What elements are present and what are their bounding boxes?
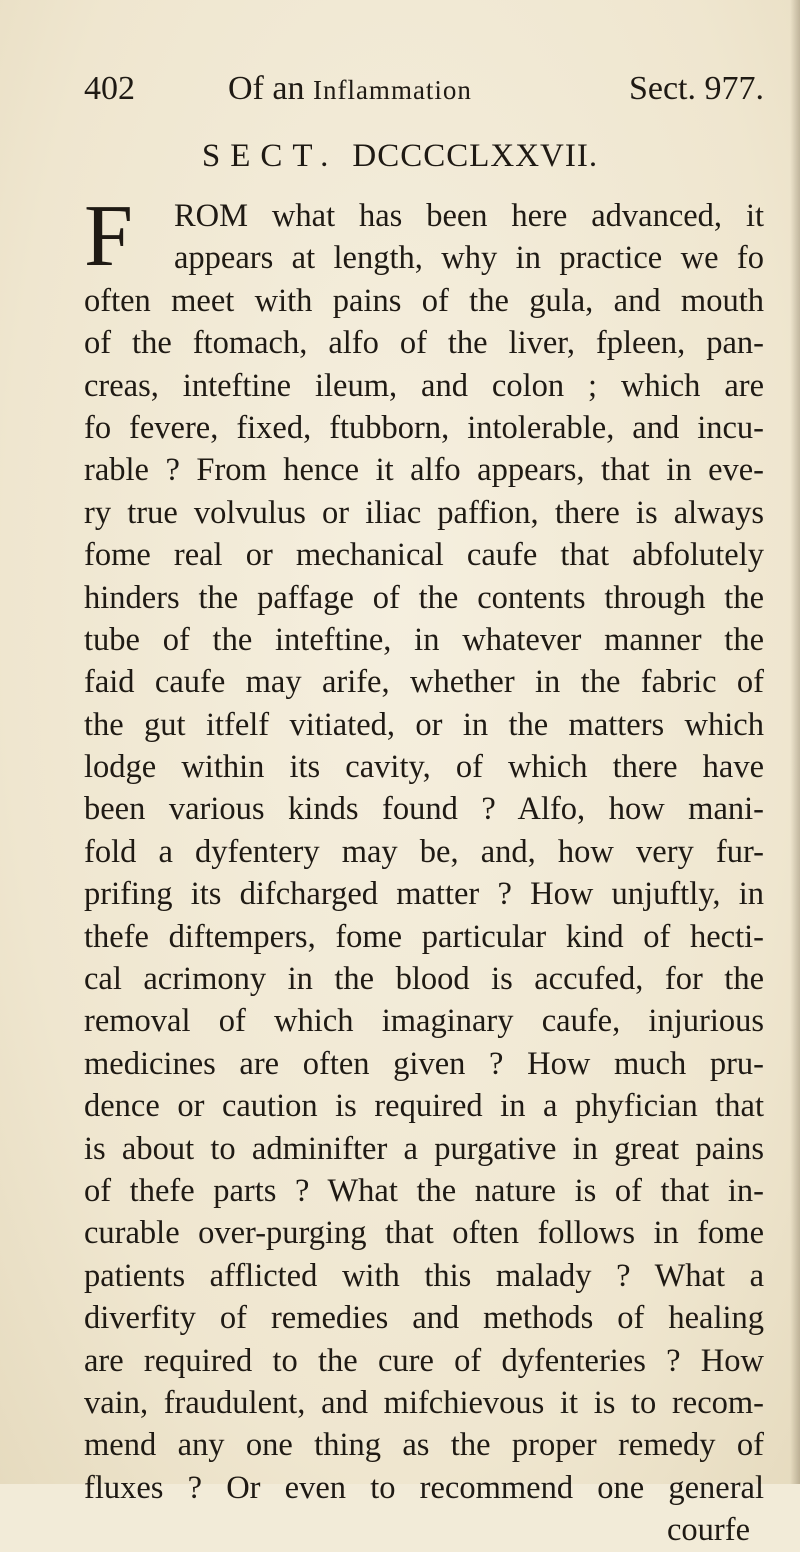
text-line: patients afflicted with this malady ? What a: [84, 1257, 764, 1294]
text-line: fluxes ? Or even to recommend one general: [84, 1469, 764, 1506]
running-title: [228, 70, 472, 108]
running-title-prefix: Of an: [228, 70, 313, 107]
catchword: courfe: [667, 1512, 750, 1549]
running-title-smallcaps: Inflammation: [312, 75, 472, 105]
page-edge-shadow: [790, 0, 800, 1484]
text-line: of the ftomach, alfo of the liver, fpleen, pan-: [84, 325, 764, 362]
text-line: rable ? From hence it alfo appears, that in eve-: [84, 452, 764, 489]
text-line: tube of the inteftine, in whatever manner the: [84, 621, 764, 658]
text-line: creas, inteftine ileum, and colon ; which are: [84, 367, 764, 404]
text-line: vain, fraudulent, and mifchievous it is to recom-: [84, 1384, 764, 1421]
text-line: fo fevere, fixed, ftubborn, intolerable, and incu-: [84, 409, 764, 446]
section-heading: [0, 138, 800, 175]
text-line: prifing its difcharged matter ? How unjuftly, in: [84, 876, 764, 913]
running-header: [84, 70, 764, 110]
text-line: is about to adminifter a purgative in great pains: [84, 1130, 764, 1167]
text-line: thefe diftempers, fome particular kind of hecti-: [84, 918, 764, 955]
section-numeral: DCCCCLXXVII.: [352, 138, 599, 174]
text-line: curable over-purging that often follows in fome: [84, 1215, 764, 1252]
text-line: faid caufe may arife, whether in the fabric of: [84, 664, 764, 701]
text-line: lodge within its cavity, of which there have: [84, 749, 764, 786]
text-line: mend any one thing as the proper remedy of: [84, 1427, 764, 1464]
text-line: medicines are often given ? How much pru-: [84, 1045, 764, 1082]
text-line: dence or caution is required in a phyfician that: [84, 1088, 764, 1125]
section-label: SECT.: [201, 138, 339, 174]
drop-cap: F: [84, 188, 133, 285]
text-line: diverfity of remedies and methods of healing: [84, 1300, 764, 1337]
text-line: of thefe parts ? What the nature is of that in-: [84, 1172, 764, 1209]
text-line: appears at length, why in practice we fo: [174, 240, 764, 277]
text-line: cal acrimony in the blood is accufed, for the: [84, 961, 764, 998]
text-line: ROM what has been here advanced, it: [174, 198, 764, 234]
text-line: fome real or mechanical caufe that abfolutely: [84, 537, 764, 574]
section-reference: Sect. 977.: [628, 70, 764, 107]
text-line: often meet with pains of the gula, and mouth: [84, 282, 764, 319]
text-line: been various kinds found ? Alfo, how mani-: [84, 791, 764, 828]
text-line: ry true volvulus or iliac paffion, there is always: [84, 494, 764, 531]
body-paragraph: [84, 188, 764, 1552]
text-line: removal of which imaginary caufe, injurious: [84, 1003, 764, 1040]
text-line: hinders the paffage of the contents through the: [84, 579, 764, 616]
text-line: are required to the cure of dyfenteries ? How: [84, 1342, 764, 1379]
text-line: fold a dyfentery may be, and, how very fur-: [84, 833, 764, 870]
page-number: 402: [84, 70, 135, 107]
text-line: the gut itfelf vitiated, or in the matters which: [84, 706, 764, 743]
